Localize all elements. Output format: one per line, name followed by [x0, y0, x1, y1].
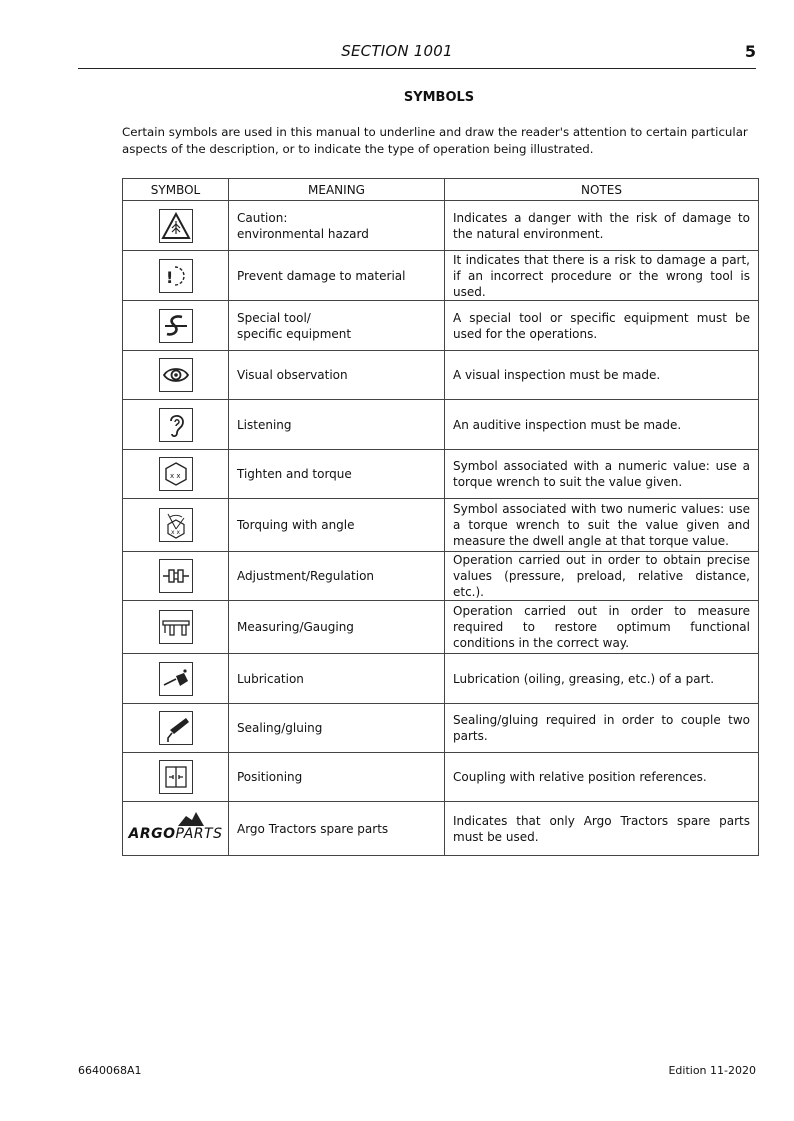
intro-paragraph: Certain symbols are used in this manual to underline and draw the reader's attention to certain particular aspects of the description, or to indicate the type of operation being illustrated.	[122, 125, 748, 156]
symbol-cell	[123, 400, 229, 450]
notes-cell: Lubrication (oiling, greasing, etc.) of a part.	[445, 654, 759, 704]
notes-cell: Coupling with relative position references.	[445, 753, 759, 802]
symbol-cell	[123, 601, 229, 654]
table-row	[123, 601, 759, 654]
special-tool-icon	[159, 309, 193, 343]
notes-cell: A special tool or specific equipment must be used for the operations.	[445, 301, 759, 351]
symbol-cell	[123, 753, 229, 802]
table-row	[123, 704, 759, 753]
symbol-cell	[123, 654, 229, 704]
meaning-cell: Measuring/Gauging	[229, 601, 445, 654]
table-row	[123, 351, 759, 400]
svg-text:x x: x x	[170, 529, 180, 536]
table-row	[123, 552, 759, 601]
argoparts-logo: ARGOPARTS	[128, 816, 222, 842]
notes-cell: Symbol associated with two numeric values: use a torque wrench to suit the value given and measure the dwell angle at that torque value.	[445, 499, 759, 552]
header-divider	[78, 68, 756, 69]
tractor-roof-icon	[176, 810, 206, 826]
caliper-icon	[159, 610, 193, 644]
table-row	[123, 400, 759, 450]
table-row	[123, 654, 759, 704]
symbol-cell	[123, 802, 229, 856]
sealant-gun-icon	[159, 711, 193, 745]
table-row	[123, 201, 759, 251]
column-header-meaning: MEANING	[229, 179, 445, 201]
meaning-cell: Torquing with angle	[229, 499, 445, 552]
meaning-cell: Listening	[229, 400, 445, 450]
page-number: 5	[744, 42, 756, 61]
ear-icon	[159, 408, 193, 442]
svg-text:x x: x x	[169, 472, 181, 480]
positioning-icon	[159, 760, 193, 794]
eye-icon	[159, 358, 193, 392]
edition-label: Edition 11-2020	[668, 1064, 756, 1077]
notes-cell: An auditive inspection must be made.	[445, 400, 759, 450]
table-row	[123, 753, 759, 802]
notes-cell: It indicates that there is a risk to damage a part, if an incorrect procedure or the wrong tool is used.	[445, 251, 759, 301]
table-row	[123, 301, 759, 351]
notes-cell: Sealing/gluing required in order to couple two parts.	[445, 704, 759, 753]
notes-cell: A visual inspection must be made.	[445, 351, 759, 400]
meaning-cell: Tighten and torque	[229, 450, 445, 499]
symbol-cell	[123, 301, 229, 351]
meaning-cell: Sealing/gluing	[229, 704, 445, 753]
damage-material-icon	[159, 259, 193, 293]
notes-cell: Indicates a danger with the risk of damage to the natural environment.	[445, 201, 759, 251]
meaning-cell: Prevent damage to material	[229, 251, 445, 301]
table-row	[123, 450, 759, 499]
symbol-cell	[123, 552, 229, 601]
oil-can-icon	[159, 662, 193, 696]
symbol-cell	[123, 201, 229, 251]
svg-text:!: !	[165, 267, 173, 287]
meaning-cell: Adjustment/Regulation	[229, 552, 445, 601]
meaning-cell: Caution: environmental hazard	[229, 201, 445, 251]
symbol-cell	[123, 450, 229, 499]
section-title: SECTION 1001	[341, 42, 453, 60]
symbol-cell	[123, 351, 229, 400]
page-title: SYMBOLS	[403, 90, 475, 105]
notes-cell: Operation carried out in order to obtain precise values (pressure, preload, relative distance, etc.).	[445, 552, 759, 601]
notes-cell: Indicates that only Argo Tractors spare parts must be used.	[445, 802, 759, 856]
torque-icon	[159, 457, 193, 491]
meaning-cell: Special tool/ specific equipment	[229, 301, 445, 351]
symbol-cell	[123, 704, 229, 753]
meaning-cell: Lubrication	[229, 654, 445, 704]
table-header-row	[123, 179, 759, 201]
symbol-cell	[123, 499, 229, 552]
symbol-cell	[123, 251, 229, 301]
adjustment-icon	[159, 559, 193, 593]
document-code: 6640068A1	[78, 1064, 142, 1077]
meaning-cell: Visual observation	[229, 351, 445, 400]
table-row	[123, 251, 759, 301]
symbols-table	[122, 178, 759, 856]
notes-cell: Operation carried out in order to measure required to restore optimum functional conditions in the correct way.	[445, 601, 759, 654]
column-header-symbol: SYMBOL	[123, 179, 229, 201]
environment-hazard-icon	[159, 209, 193, 243]
table-row	[123, 499, 759, 552]
meaning-cell: Positioning	[229, 753, 445, 802]
torque-angle-icon	[159, 508, 193, 542]
meaning-cell: Argo Tractors spare parts	[229, 802, 445, 856]
column-header-notes: NOTES	[445, 179, 759, 201]
table-row	[123, 802, 759, 856]
notes-cell: Symbol associated with a numeric value: use a torque wrench to suit the value given.	[445, 450, 759, 499]
